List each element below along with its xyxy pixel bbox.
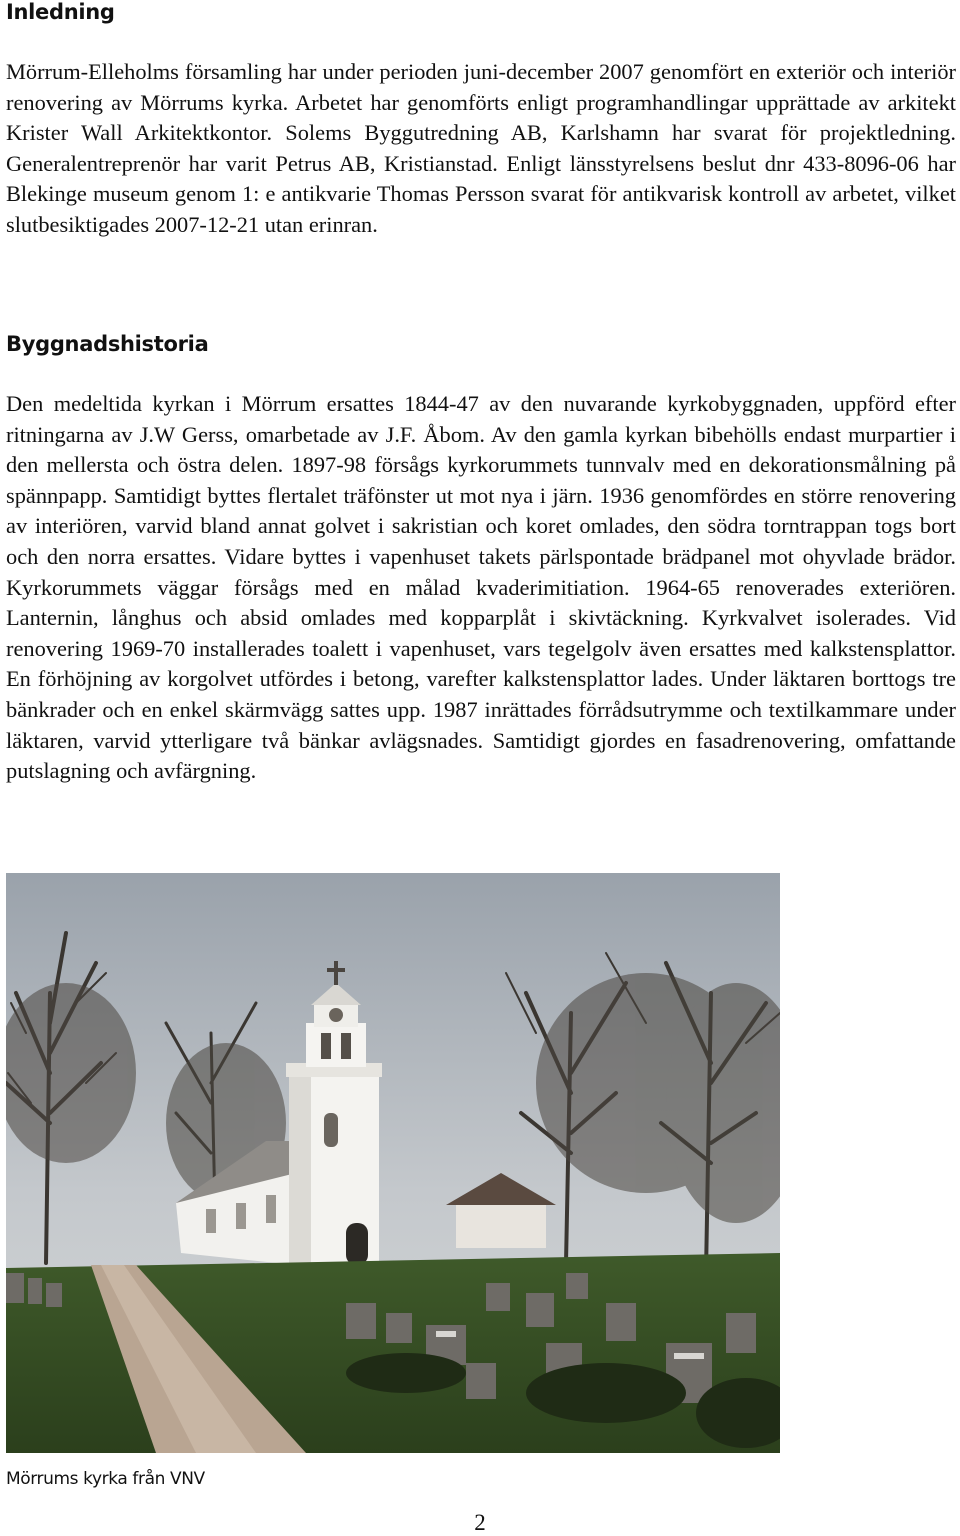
photo-caption: Mörrums kyrka från VNV (6, 1469, 205, 1489)
house (456, 1203, 546, 1248)
intro-paragraph: Mörrum-Elleholms församling har under perioden juni-december 2007 genomfört en exteriör och interiör renovering av Mörrums kyrka. Arbetet har genomförts enligt programhandlingar upprättade av arkitekt Krister Wall Arkitektkontor. Solems Byggutredning AB, Karlshamn har svarat för projektledning. Generalentreprenör har varit Petrus AB, Kristianstad. Enligt länsstyrelsens beslut dnr 433-8096-06 har Blekinge museum genom 1: e antikvarie Thomas Persson svarat för antikvarisk kontroll av arbetet, vilket slutbesiktigades 2007-12-21 utan erinran. (6, 59, 956, 237)
history-paragraph: Den medeltida kyrkan i Mörrum ersattes 1844-47 av den nuvarande kyrkobyggnaden, uppförd efter ritningarna av J.W Gerss, omarbetade av J.F. Åbom. Av den gamla kyrkan bibehölls endast murpartier i den mellersta och östra delen. 1897-98 försågs kyrkorummets tunnvalv med en dekorationsmålning på spännpapp. Samtidigt byttes flertalet träfönster ut mot nya i järn. 1936 genomfördes en större renovering av interiören, varvid bland annat golvet i sakristian och koret omlades, den södra torntrappan togs bort och den norra ersattes. Vidare byttes i vapenhuset takets pärlspontade brädpanel mot ohyvlade brädor. Kyrkorummets väggar försågs med en målad kvaderimitiation. 1964-65 renoverades exteriören. Lanternin, långhus och absid omlades med kopparplåt i skivtäckning. Kyrkvalvet isolerades. Vid renovering 1969-70 installerades toalett i vapenhuset, vars tegelgolv även ersattes med kalkstensplattor. En förhöjning av korgolvet utfördes i betong, varefter kalkstensplattor lades. Under läktaren borttogs tre bänkrader och en enkel skärmvägg sattes upp. 1987 inrättades förrådsutrymme och textilkammare under läktaren, varvid ytterligare två bänkar avlägsnades. Samtidigt gjordes en fasadrenovering, omfattande putslagning och avfärgning. (6, 391, 956, 784)
cross (334, 961, 338, 985)
church-door (346, 1223, 368, 1265)
page-number: 2 (474, 1510, 486, 1535)
history-heading: Byggnadshistoria (6, 332, 209, 356)
clock (329, 1008, 343, 1022)
church-photo (6, 873, 780, 1453)
intro-heading: Inledning (6, 0, 115, 24)
